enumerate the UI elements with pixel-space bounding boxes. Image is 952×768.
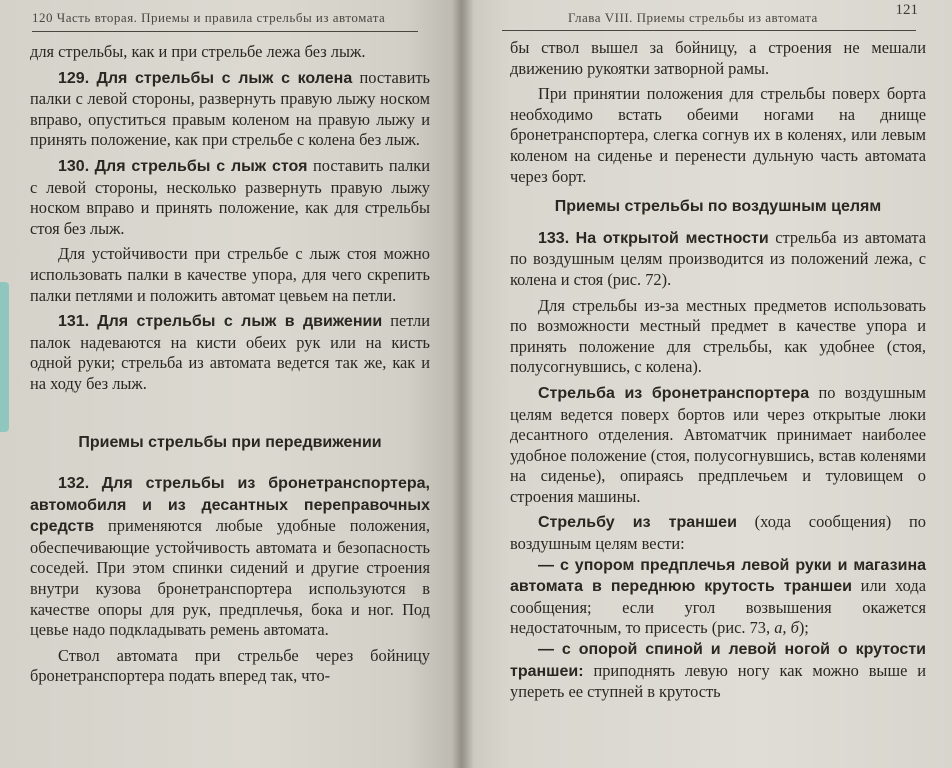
paragraph: Для стрельбы из-за местных предметов использовать по возможности местный предмет в качестве упора и принять положение для стрельбы, как удобнее (стоя, полусогнувшись, с колена). [510,295,926,377]
section-heading: Приемы стрельбы при передвижении [78,433,382,451]
right-running-head: Глава VIII. Приемы стрельбы из автомата [568,10,818,25]
paragraph-number: 133. [538,229,570,247]
paragraph-lead: — с упором предплечья левой руки и магазина автомата в переднюю крутость траншеи [510,556,926,596]
paragraph-lead: На открытой местности [575,229,769,247]
paragraph-lead: Для стрельбы с лыж с колена [96,69,353,87]
right-page-text [510,38,926,703]
left-page [0,0,462,768]
book-gutter [452,0,474,768]
section-heading: Приемы стрельбы по воздушным целям [554,198,882,216]
paragraph-132: 132. Для стрельбы из бронетранспортера, автомобиля и из десантных переправочных средств применяются любые удобные положения, обеспечивающие устойчивость автомата и безопасность соседей. При этом спинки сидений и другие строения внутри кузова бронетранспортера используются в качестве опоры для рук, предплечья, бока и ног. Под цевье надо подкладывать ремень автомата. [30,475,430,640]
paragraph-dash-item: — с упором предплечья левой руки и магазина автомата в переднюю крутость траншеи или хода сообщения; если угол возвышения окажется недостаточным, то присесть (рис. 73, а, б); [510,556,927,638]
paragraph: Для устойчивости при стрельбе с лыж стоя можно использовать палки в качестве упора, для чего скрепить палки петлями и положить автомат цевьем на петли. [30,244,430,305]
left-page-text [30,42,430,687]
paragraph-trench: Стрельбу из траншеи (хода сообщения) по воздушным целям вести: [510,512,926,554]
page-number: 121 [895,2,918,18]
paragraph-lead: Для стрельбы с лыж в движении [97,313,383,331]
paragraph: для стрельбы, как и при стрельбе лежа без лыж. [30,42,366,61]
paragraph-number: 131. [58,313,90,331]
right-head-rule [502,30,916,31]
right-page [462,0,952,768]
paragraph: бы ствол вышел за бойницу, а строения не мешали движению рукоятки затворной рамы. [510,38,926,78]
bookmark-tab [0,282,9,432]
left-head-rule [32,31,418,32]
paragraph-133: 133. На открытой местности стрельба из автомата по воздушным целям производится из положений лежа, с колена и стоя (рис. 72). [510,227,926,289]
paragraph-number: 129. [58,69,90,87]
paragraph-lead: Для стрельбы с лыж стоя [94,157,308,175]
paragraph-129: 129. Для стрельбы с лыж с колена поставить палки с левой стороны, развернуть правую лыжу носком вправо, опуститься правым коленом на правую лыжу и принять положение, как при стрельбе с колена без лыж. [30,67,430,150]
left-running-head: 120 Часть вторая. Приемы и правила стрельбы из автомата [32,10,386,25]
paragraph: Ствол автомата при стрельбе через бойницу бронетранспортера подать вперед так, что- [30,645,430,686]
paragraph: При принятии положения для стрельбы поверх борта необходимо встать обеими ногами на днище бронетранспортера, слегка согнув их в коленях, или левым коленом на сиденье и перенести дульную часть автомата через борт. [510,84,926,186]
paragraph-lead: — с опорой спиной и левой ногой о крутости траншеи: [510,641,926,680]
paragraph-number: 132. [58,475,90,493]
paragraph-lead: Стрельба из бронетранспортера [538,384,810,402]
paragraph-dash-item: — с опорой спиной и левой ногой о крутости траншеи: приподнять левую ногу как можно выше и упереть ее ступней в крутость [510,641,926,702]
paragraph-131: 131. Для стрельбы с лыж в движении петли палок надеваются на кисти обеих рук или на кисть одной руки; стрельба из автомата ведется так же, как и на ходу без лыж. [30,311,430,393]
paragraph-lead: Стрельбу из траншеи [538,514,737,532]
paragraph-lead: Для стрельбы из бронетранспортера, автомобиля и из десантных переправочных средств [30,475,430,536]
paragraph-number: 130. [58,157,90,175]
paragraph-130: 130. Для стрельбы с лыж стоя поставить палки с левой стороны, несколько развернуть правую лыжу носком вправо и принять положение, как для стрельбы стоя без лыж. [30,155,430,238]
paragraph-armored-carrier: Стрельба из бронетранспортера по воздушным целям ведется поверх бортов или через открытые люки десантного отделения. Автоматчик принимает наиболее удобное положение (стоя, полусогнувшись, встав коленями на сиденье), опираясь предплечьем и туловищем о строения машины. [510,382,926,506]
